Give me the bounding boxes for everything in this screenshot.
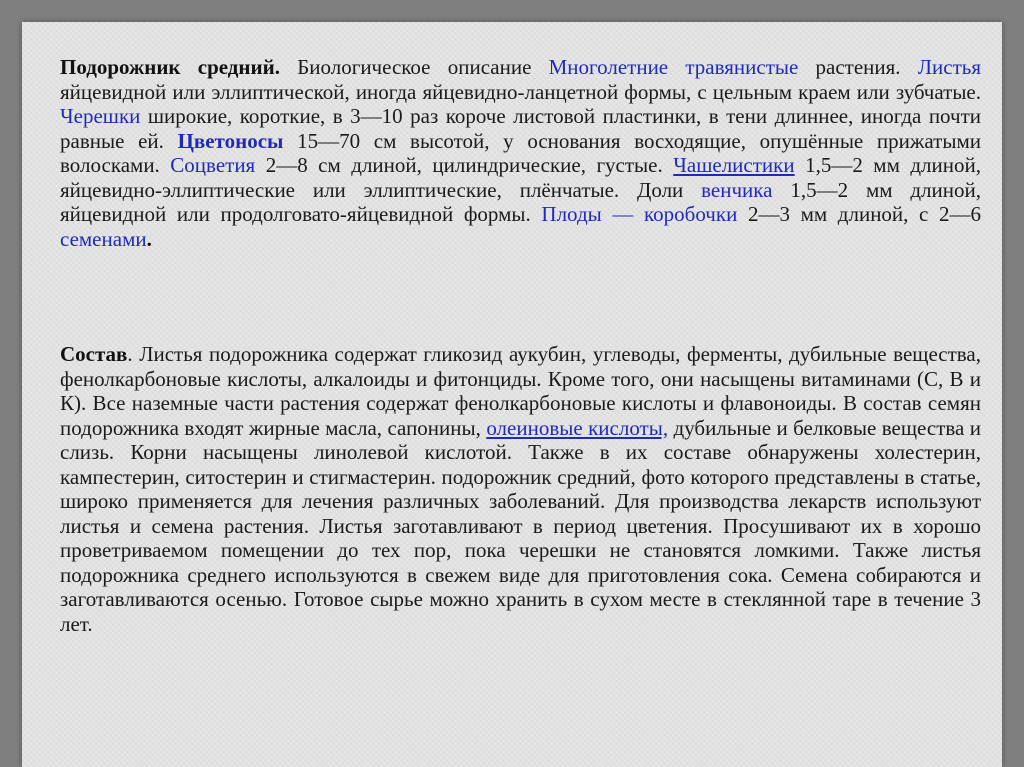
- text: —: [601, 202, 645, 226]
- text: Биологическое описание: [279, 55, 549, 79]
- text: 2—8 см длиной, цилиндрические, густые.: [255, 153, 674, 177]
- keyword: Черешки: [60, 104, 141, 128]
- text: 1,5—2 мм длиной, яйцевидной или продолговато-яйцевидной формы.: [60, 177, 981, 226]
- text: . Листья подорожника содержат гликозид аукубин, углеводы, ферменты, дубильные вещества, фенолкарбоновые кислоты, алкалоиды и фитонциды. Кроме того, они насыщены витаминами (С, В и К). Все наземные части растения содержат фенолкарбоновые кислоты и флавоноиды. В состав семян подорожника входят жирные масла, сапонины,: [60, 342, 981, 440]
- description-paragraph: [60, 55, 981, 251]
- keyword: Цветоносы: [177, 128, 284, 153]
- keyword: венчика: [701, 177, 773, 202]
- keyword: Листья: [917, 55, 981, 79]
- text: дубильные и белковые вещества и слизь. Корни насыщены линолевой кислотой. Также в их составе обнаружены холестерин, кампестерин, ситостерин и стигмастерин. ᴨодорожник средний, фото которого представлены в статье, широко применяется для лечения различных заболеваний. Для производства лекарств используют листья и семена растения. Листья заготавливают в период цветения. Просушивают их в хорошо проветриваемом помещении до тех пор, пока черешки не становятся ломкими. Также листья подорожника среднего используются в свежем виде для приготовления сока. Семена собираются и заготавливаются осенью. Готовое сырье можно хранить в сухом месте в стеклянной таре в течение 3 лет.: [60, 415, 981, 636]
- text: 2—3 мм длиной, с 2—6: [737, 202, 982, 226]
- slide: [22, 22, 1002, 767]
- keyword: семенами: [60, 226, 147, 251]
- keyword: Соцветия: [170, 153, 256, 177]
- keyword: коробочки: [644, 202, 738, 226]
- plant-title: Подорожник средний.: [60, 55, 280, 79]
- keyword: Многолетние травянистые: [548, 55, 799, 79]
- oleic-acid-link[interactable]: олеиновые кислоты,: [486, 415, 669, 440]
- composition-title: Состав: [60, 342, 128, 366]
- text: 1,5—2 мм длиной, яйцевидно-эллиптические или эллиптические, плёнчатые. Доли: [60, 153, 981, 202]
- text: 15—70 см высотой, у основания восходящие, опушённые прижатыми волосками.: [60, 128, 981, 177]
- text: широкие, короткие, в 3—10 раз короче листовой пластинки, в тени длиннее, иногда почти равные ей.: [60, 104, 981, 153]
- text: растения.: [798, 55, 918, 79]
- text: яйцевидной или эллиптической, иногда яйцевидно-ланцетной формы, с цельным краем или зубчатые.: [60, 79, 981, 104]
- keyword: Плоды: [541, 202, 602, 226]
- keyword-link[interactable]: Чашелистики: [673, 153, 795, 177]
- composition-paragraph: [60, 342, 981, 636]
- text: .: [146, 226, 152, 251]
